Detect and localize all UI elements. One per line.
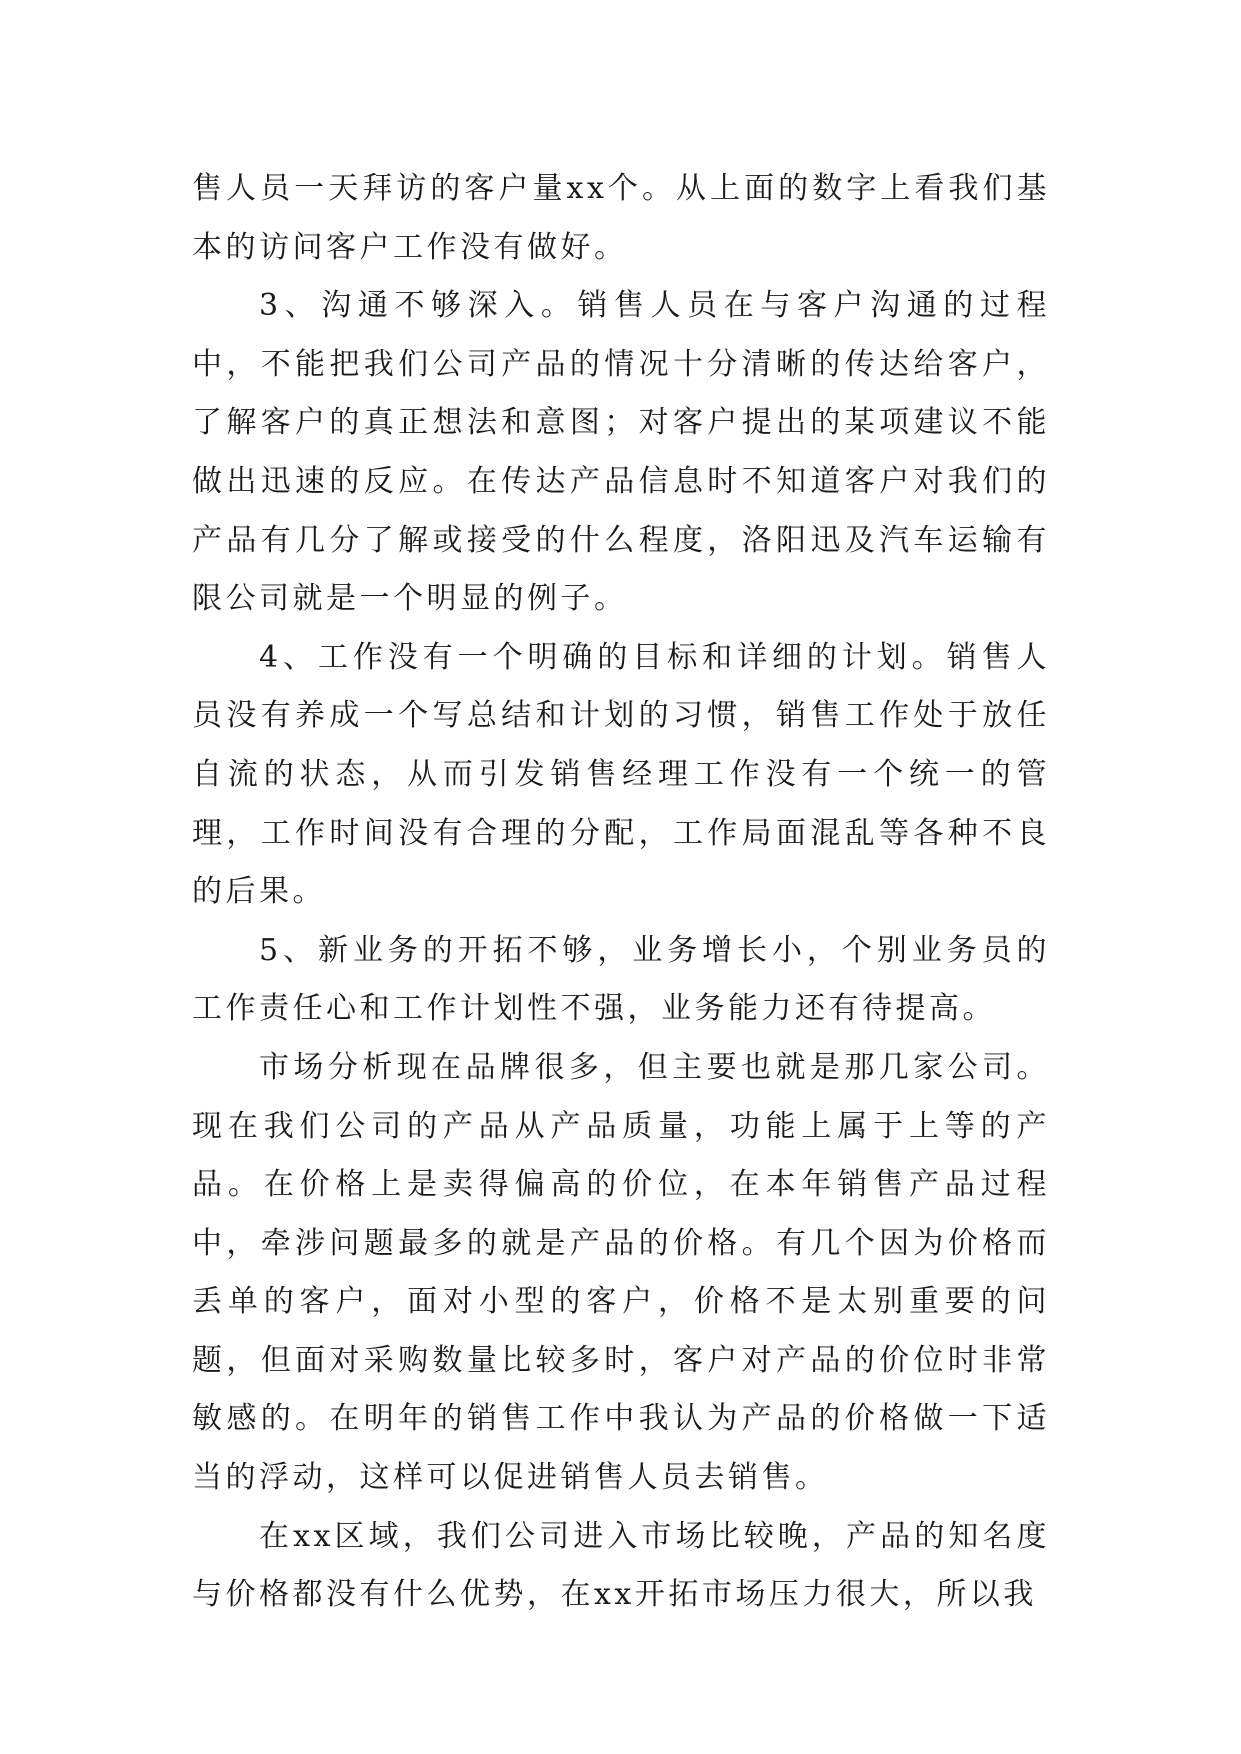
document-body bbox=[192, 160, 1050, 1625]
paragraph-intro-continuation: 售人员一天拜访的客户量xx个。从上面的数字上看我们基本的访问客户工作没有做好。 bbox=[192, 171, 1050, 265]
paragraph-point-4: 4、工作没有一个明确的目标和详细的计划。销售人员没有养成一个写总结和计划的习惯，销售工作处于放任自流的状态，从而引发销售经理工作没有一个统一的管理，工作时间没有合理的分配，工作局面混乱等各种不良的后果。 bbox=[192, 639, 1050, 910]
paragraph-point-3: 3、沟通不够深入。销售人员在与客户沟通的过程中，不能把我们公司产品的情况十分清晰的传达给客户，了解客户的真正想法和意图；对客户提出的某项建议不能做出迅速的反应。在传达产品信息时不知道客户对我们的产品有几分了解或接受的什么程度，洛阳迅及汽车运输有限公司就是一个明显的例子。 bbox=[192, 288, 1050, 617]
paragraph-point-5: 5、新业务的开拓不够，业务增长小，个别业务员的工作责任心和工作计划性不强，业务能力还有待提高。 bbox=[192, 932, 1050, 1027]
paragraph-region: 在xx区域，我们公司进入市场比较晚，产品的知名度与价格都没有什么优势，在xx开拓市场压力很大，所以我 bbox=[192, 1518, 1050, 1613]
paragraph-market-analysis: 市场分析现在品牌很多，但主要也就是那几家公司。现在我们公司的产品从产品质量，功能上属于上等的产品。在价格上是卖得偏高的价位，在本年销售产品过程中，牵涉问题最多的就是产品的价格。有几个因为价格而丢单的客户，面对小型的客户，价格不是太别重要的问题，但面对采购数量比较多时，客户对产品的价位时非常敏感的。在明年的销售工作中我认为产品的价格做一下适当的浮动，这样可以促进销售人员去销售。 bbox=[192, 1049, 1050, 1496]
